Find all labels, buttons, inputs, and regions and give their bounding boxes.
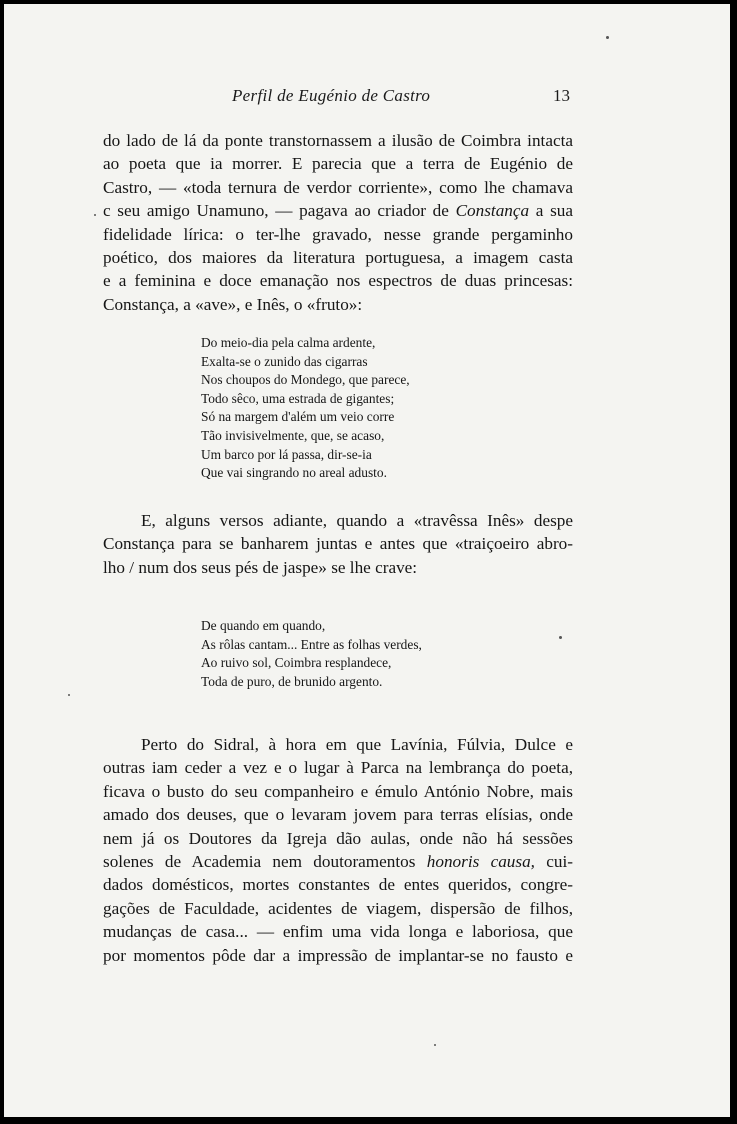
text-line: nem já os Doutores da Igreja dão aulas, onde não há sessões <box>103 828 573 848</box>
text-line: dados domésticos, mortes constantes de entes queridos, congre- <box>103 875 573 895</box>
verse-line: Um barco por lá passa, dir-se-ia <box>201 446 372 462</box>
page-number: 13 <box>553 86 570 105</box>
paragraph-1 <box>103 129 573 316</box>
text-line: e a feminina e doce emanação nos espectros de duas princesas: <box>103 271 573 291</box>
text-line: ao poeta que ia morrer. E parecia que a terra de Eugénio de <box>103 154 573 174</box>
print-speck <box>94 214 96 216</box>
verse-line: Tão invisivelmente, que, se acaso, <box>201 427 385 443</box>
verse-block-1 <box>201 334 410 483</box>
text-line: gações de Faculdade, acidentes de viagem, dispersão de filhos, <box>103 898 573 918</box>
verse-line: Do meio-dia pela calma ardente, <box>201 335 376 350</box>
print-speck <box>606 36 609 39</box>
verse-line: Toda de puro, de brunido argento. <box>201 673 383 689</box>
paragraph-2 <box>103 509 573 579</box>
running-title: Perfil de Eugénio de Castro <box>232 86 431 105</box>
print-speck <box>434 1044 436 1046</box>
text-fragment: solenes de Academia nem doutoramentos <box>103 852 427 872</box>
text-line: Constança para se banharem juntas e antes que «traiçoeiro abro- <box>103 534 573 554</box>
verse-line: Que vai singrando no areal adusto. <box>201 465 387 481</box>
italic-work-title: Constança <box>455 201 530 221</box>
text-line: do lado de lá da ponte transtornassem a ilusão de Coimbra intacta <box>103 131 573 150</box>
italic-latin-phrase: honoris causa, <box>426 852 535 872</box>
verse-line: Exalta-se o zunido das cigarras <box>201 353 368 369</box>
text-line: outras iam ceder a vez e o lugar à Parca na lembrança do poeta, <box>103 758 573 778</box>
text-line: lho / num dos seus pés de jaspe» se lhe crave: <box>103 557 418 577</box>
text-line: amado dos deuses, que o levaram jovem para terras elísias, onde <box>103 805 573 825</box>
text-fragment: cui- <box>534 852 573 872</box>
text-line: poético, dos maiores da literatura portuguesa, a imagem casta <box>103 248 573 268</box>
text-line: E, alguns versos adiante, quando a «travêssa Inês» despe <box>141 511 573 530</box>
print-speck <box>559 636 562 639</box>
text-line: Constança, a «ave», e Inês, o «fruto»: <box>103 294 363 314</box>
text-fragment: c seu amigo Unamuno, — pagava ao criador de <box>103 201 456 221</box>
verse-line: Todo sêco, uma estrada de gigantes; <box>201 390 395 406</box>
text-line: Perto do Sidral, à hora em que Lavínia, Fúlvia, Dulce e <box>141 735 573 754</box>
text-line: mudanças de casa... — enfim uma vida longa e laboriosa, que <box>103 922 573 942</box>
text-line-with-italic <box>103 199 573 222</box>
verse-line: Ao ruivo sol, Coimbra resplandece, <box>201 655 392 671</box>
text-fragment: a sua <box>529 201 573 221</box>
text-line: Castro, — «toda ternura de verdor corriente», como lhe chamava <box>103 177 573 197</box>
verse-block-2 <box>201 617 422 691</box>
text-line-with-italic <box>103 850 573 873</box>
text-line: fidelidade lírica: o ter-lhe gravado, nesse grande pergaminho <box>103 224 573 244</box>
verse-line: Só na margem d'além um veio corre <box>201 409 395 425</box>
text-line: por momentos pôde dar a impressão de implantar-se no fausto e <box>103 945 573 965</box>
paragraph-3 <box>103 733 573 967</box>
book-page <box>4 4 730 1117</box>
verse-line: De quando em quando, <box>201 618 326 633</box>
verse-line: As rôlas cantam... Entre as folhas verdes, <box>201 636 422 652</box>
text-line: ficava o busto do seu companheiro e émulo António Nobre, mais <box>103 781 573 801</box>
print-speck <box>68 694 70 696</box>
verse-line: Nos choupos do Mondego, que parece, <box>201 372 410 388</box>
running-head <box>4 86 730 110</box>
